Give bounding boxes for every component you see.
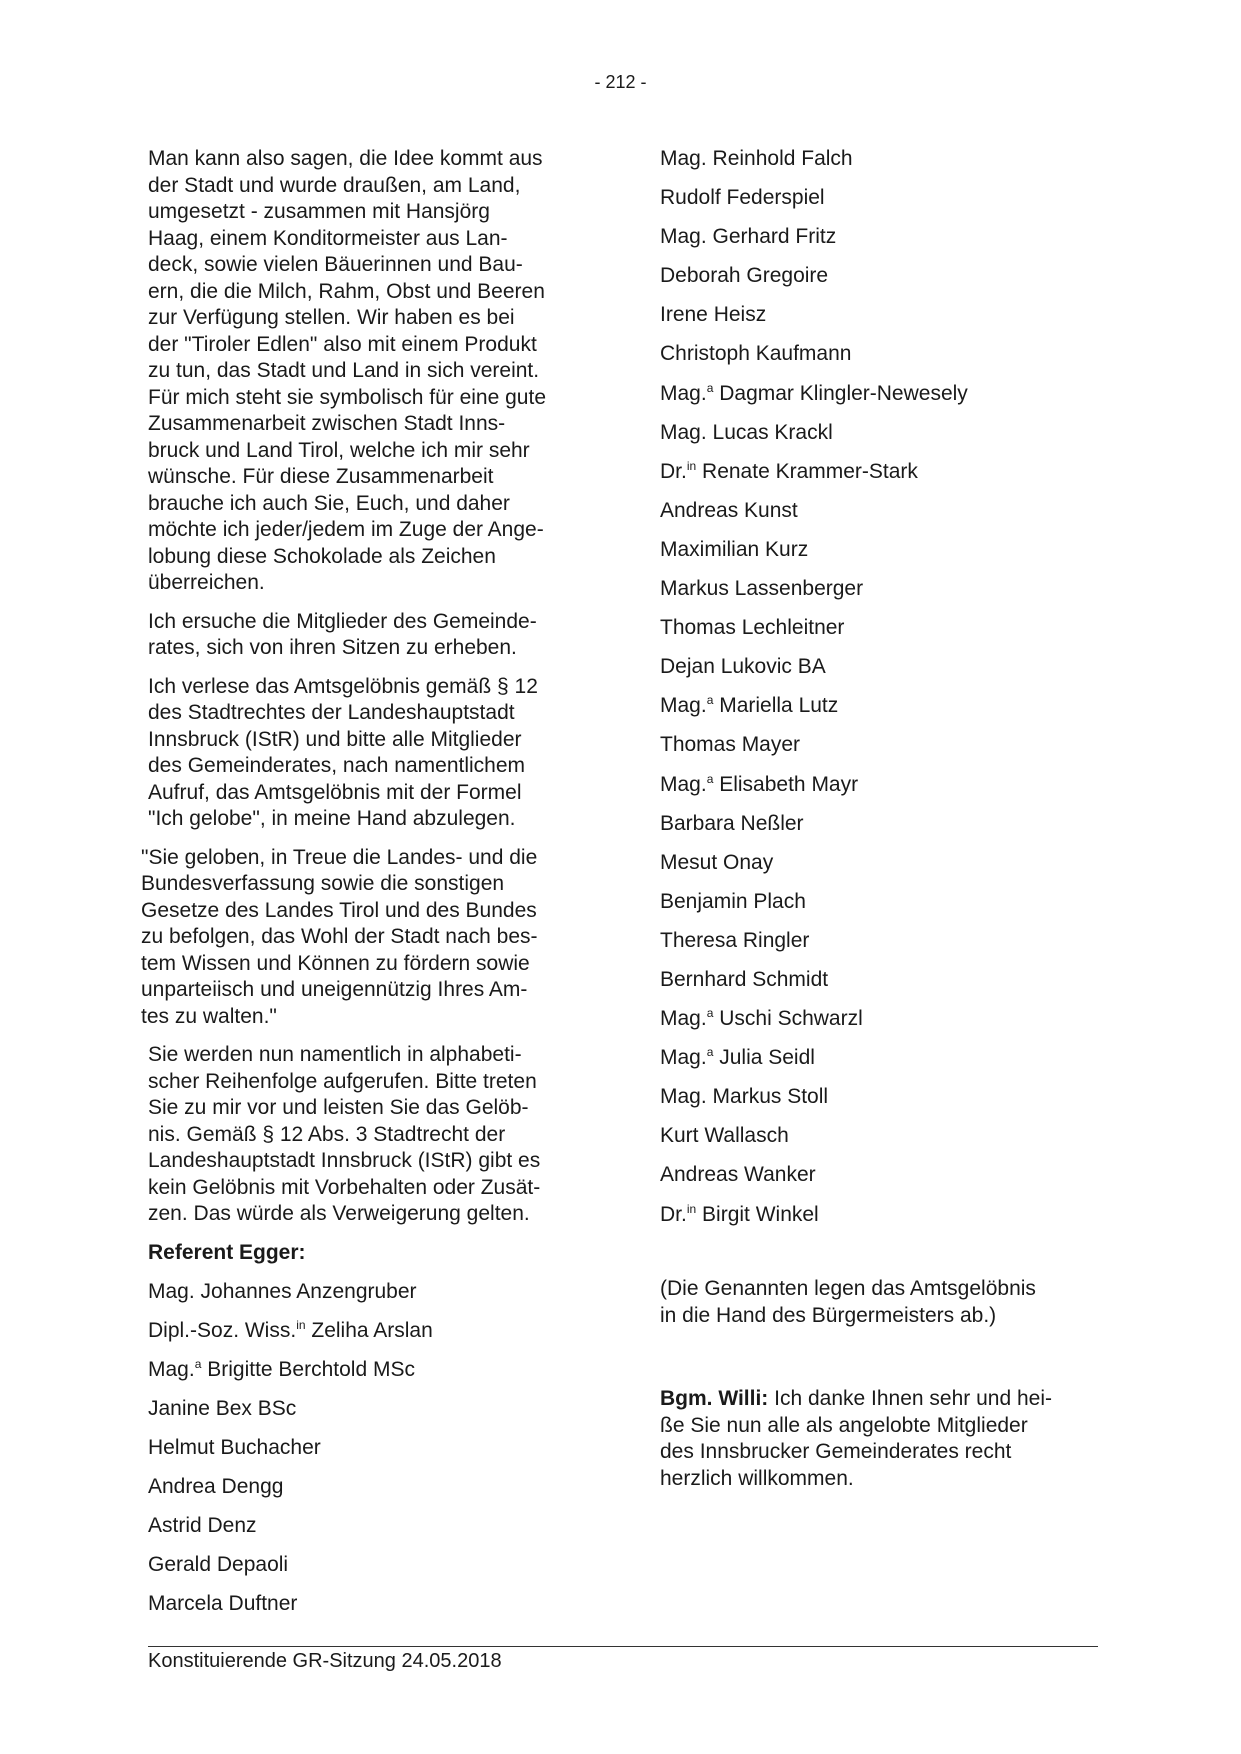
title-suffix: a: [706, 771, 714, 786]
member-name: [660, 1045, 1100, 1084]
person-name: Andrea Dengg: [148, 1474, 284, 1498]
member-name: [660, 732, 1100, 771]
paragraph-line: des Gemeinderates, nach namentlichem: [148, 754, 526, 777]
paragraph-line: scher Reihenfolge aufgerufen. Bitte treten: [148, 1069, 537, 1093]
member-name: [660, 576, 1100, 615]
speech-paragraphs: [141, 146, 594, 1228]
academic-title: Mag.: [660, 694, 707, 718]
closing-line: herzlich willkommen.: [660, 1466, 854, 1490]
member-list-left: [148, 1279, 594, 1630]
person-name: Dejan Lukovic BA: [660, 655, 826, 679]
paragraph-line: Innsbruck (IStR) und bitte alle Mitglieder: [148, 727, 522, 751]
paragraph-line: Bundesverfassung sowie die sonstigen: [141, 872, 505, 895]
academic-title: Mag.: [660, 381, 707, 405]
person-name: Mesut Onay: [660, 850, 774, 874]
academic-title: Mag.: [660, 420, 707, 444]
stage-direction-note: [660, 1276, 1100, 1329]
member-name: [660, 928, 1100, 967]
member-name: [148, 1552, 594, 1591]
member-name: [660, 537, 1100, 576]
paragraph-line: umgesetzt - zusammen mit Hansjörg: [148, 200, 490, 223]
right-column: [660, 146, 1100, 1241]
note-line: (Die Genannten legen das Amtsgelöbnis: [660, 1277, 1036, 1300]
paragraph-line: Sie zu mir vor und leisten Sie das Gelöb-: [148, 1096, 529, 1119]
note-line: in die Hand des Bürgermeisters ab.): [660, 1303, 997, 1327]
closing-line: ße Sie nun alle als angelobte Mitglieder: [660, 1413, 1028, 1437]
member-name: [660, 381, 1100, 420]
footer-text: Konstituierende GR-Sitzung 24.05.2018: [148, 1650, 502, 1672]
academic-title: Mag.: [660, 1085, 707, 1109]
paragraph-line: brauche ich auch Sie, Euch, und daher: [148, 491, 510, 515]
academic-title: Dipl.-Soz. Wiss.: [148, 1318, 297, 1342]
member-name: [148, 1435, 594, 1474]
person-name: Rudolf Federspiel: [660, 186, 825, 210]
member-name: [660, 1006, 1100, 1045]
member-name: [660, 654, 1100, 693]
paragraph-line: möchte ich jeder/jedem im Zuge der Ange-: [148, 518, 544, 541]
paragraph-line: zu befolgen, das Wohl der Stadt nach bes-: [141, 925, 538, 948]
paragraph-line: Zusammenarbeit zwischen Stadt Inns-: [148, 412, 506, 435]
title-suffix: a: [706, 1045, 714, 1060]
person-name: Marcela Duftner: [148, 1591, 298, 1615]
member-name: [660, 263, 1100, 302]
person-name: Julia Seidl: [719, 1046, 815, 1070]
academic-title: Mag.: [148, 1279, 195, 1303]
member-name: [660, 224, 1100, 263]
person-name: Lucas Krackl: [712, 420, 833, 444]
person-name: Christoph Kaufmann: [660, 342, 852, 366]
person-name: Thomas Lechleitner: [660, 616, 845, 640]
person-name: Benjamin Plach: [660, 889, 806, 913]
paragraph-line: der Stadt und wurde draußen, am Land,: [148, 173, 521, 197]
paragraph-line: Gesetze des Landes Tirol und des Bundes: [141, 898, 537, 922]
member-name: [148, 1279, 594, 1318]
member-name: [660, 1123, 1100, 1162]
person-name: Johannes Anzengruber: [200, 1279, 417, 1303]
paragraph-line: zen. Das würde als Verweigerung gelten.: [148, 1202, 530, 1225]
academic-title: Mag.: [148, 1357, 195, 1381]
title-suffix: a: [194, 1356, 202, 1371]
paragraph-line: "Sie geloben, in Treue die Landes- und die: [141, 845, 538, 869]
paragraph-line: ern, die die Milch, Rahm, Obst und Beeren: [148, 279, 545, 303]
member-name: [660, 341, 1100, 380]
paragraph-line: Ich ersuche die Mitglieder des Gemeinde-: [148, 609, 537, 633]
member-name: [660, 1084, 1100, 1123]
person-name: Dagmar Klingler-Newesely: [719, 381, 968, 405]
person-name: Renate Krammer-Stark: [702, 459, 918, 483]
person-name: Thomas Mayer: [660, 733, 801, 757]
member-name: [660, 459, 1100, 498]
title-suffix: a: [706, 1006, 714, 1021]
paragraph-line: Aufruf, das Amtsgelöbnis mit der Formel: [148, 780, 522, 804]
member-name: [148, 1318, 594, 1357]
member-name: [660, 420, 1100, 459]
person-name: Gerhard Fritz: [712, 225, 837, 249]
member-name: [660, 889, 1100, 928]
title-suffix: in: [296, 1317, 306, 1332]
paragraph: [148, 609, 594, 662]
person-name: Maximilian Kurz: [660, 537, 809, 561]
person-name: Barbara Neßler: [660, 811, 804, 835]
closing-line: Ich danke Ihnen sehr und hei-: [768, 1387, 1053, 1410]
paragraph: [148, 146, 594, 597]
paragraph-line: des Stadtrechtes der Landeshauptstadt: [148, 701, 515, 724]
member-name: [148, 1474, 594, 1513]
person-name: Janine Bex BSc: [148, 1396, 297, 1420]
paragraph-line: "Ich gelobe", in meine Hand abzulegen.: [148, 807, 516, 830]
page-number: - 212 -: [594, 72, 647, 92]
paragraph-line: Ich verlese das Amtsgelöbnis gemäß § 12: [148, 674, 538, 698]
paragraph-line: Landeshauptstadt Innsbruck (IStR) gibt es: [148, 1149, 541, 1172]
paragraph-line: Sie werden nun namentlich in alphabeti-: [148, 1043, 522, 1066]
member-name: [660, 693, 1100, 732]
person-name: Markus Lassenberger: [660, 577, 864, 601]
academic-title: Mag.: [660, 772, 707, 796]
paragraph-line: bruck und Land Tirol, welche ich mir sehr: [148, 438, 530, 462]
person-name: Irene Heisz: [660, 303, 767, 327]
academic-title: Mag.: [660, 1046, 707, 1070]
member-name: [660, 811, 1100, 850]
member-name: [660, 967, 1100, 1006]
closing-speaker: Bgm. Willi:: [660, 1387, 769, 1410]
member-name: [660, 615, 1100, 654]
person-name: Andreas Kunst: [660, 498, 798, 522]
person-name: Brigitte Berchtold MSc: [207, 1357, 415, 1381]
person-name: Theresa Ringler: [660, 928, 810, 952]
academic-title: Dr.: [660, 1202, 687, 1226]
member-list-right: [660, 146, 1100, 1241]
member-name: [660, 1162, 1100, 1201]
speaker-heading: Referent Egger:: [148, 1240, 306, 1264]
paragraph: [148, 674, 594, 833]
person-name: Elisabeth Mayr: [719, 772, 859, 796]
paragraph-line: Haag, einem Konditormeister aus Lan-: [148, 226, 508, 250]
member-name: [660, 302, 1100, 341]
title-suffix: in: [686, 458, 697, 473]
paragraph-line: lobung diese Schokolade als Zeichen: [148, 544, 496, 568]
person-name: Zeliha Arslan: [311, 1318, 433, 1342]
academic-title: Mag.: [660, 147, 707, 170]
academic-title: Mag.: [660, 1007, 707, 1031]
person-name: Bernhard Schmidt: [660, 967, 829, 991]
paragraph-line: wünsche. Für diese Zusammenarbeit: [148, 465, 494, 488]
academic-title: Dr.: [660, 459, 687, 483]
person-name: Astrid Denz: [148, 1513, 257, 1537]
member-name: [660, 498, 1100, 537]
paragraph-line: unparteiisch und uneigennützig Ihres Am-: [141, 978, 528, 1001]
paragraph-line: tes zu walten.": [141, 1004, 277, 1028]
paragraph: [141, 845, 594, 1031]
person-name: Gerald Depaoli: [148, 1552, 289, 1576]
person-name: Uschi Schwarzl: [719, 1007, 863, 1031]
closing-statement: [660, 1386, 1100, 1492]
member-name: [148, 1396, 594, 1435]
person-name: Birgit Winkel: [702, 1202, 819, 1226]
member-name: [148, 1513, 594, 1552]
member-name: [148, 1591, 594, 1630]
member-name: [660, 185, 1100, 224]
person-name: Andreas Wanker: [660, 1163, 816, 1187]
title-suffix: in: [686, 1201, 697, 1216]
academic-title: Mag.: [660, 225, 707, 249]
member-name: [148, 1357, 594, 1396]
closing-line: des Innsbrucker Gemeinderates recht: [660, 1440, 1012, 1463]
person-name: Reinhold Falch: [712, 147, 853, 170]
paragraph-line: überreichen.: [148, 571, 265, 594]
paragraph-line: nis. Gemäß § 12 Abs. 3 Stadtrecht der: [148, 1122, 506, 1146]
paragraph-line: zu tun, das Stadt und Land in sich vereint.: [148, 359, 540, 382]
paragraph: [148, 1042, 594, 1228]
member-name: [660, 1202, 1100, 1241]
paragraph-line: der "Tiroler Edlen" also mit einem Produkt: [148, 332, 537, 356]
footer-divider: [148, 1646, 1098, 1647]
paragraph-line: deck, sowie vielen Bäuerinnen und Bau-: [148, 253, 523, 276]
person-name: Mariella Lutz: [719, 694, 839, 718]
person-name: Deborah Gregoire: [660, 264, 829, 288]
paragraph-line: zur Verfügung stellen. Wir haben es bei: [148, 306, 515, 329]
person-name: Helmut Buchacher: [148, 1435, 321, 1459]
person-name: Kurt Wallasch: [660, 1124, 789, 1148]
paragraph-line: Für mich steht sie symbolisch für eine gute: [148, 385, 546, 409]
paragraph-line: Man kann also sagen, die Idee kommt aus: [148, 147, 543, 170]
member-name: [660, 850, 1100, 889]
member-name: [660, 772, 1100, 811]
paragraph-line: rates, sich von ihren Sitzen zu erheben.: [148, 636, 517, 659]
paragraph-line: kein Gelöbnis mit Vorbehalten oder Zusät-: [148, 1175, 541, 1199]
title-suffix: a: [706, 380, 714, 395]
left-column: [141, 146, 594, 1630]
member-name: [660, 146, 1100, 185]
person-name: Markus Stoll: [712, 1085, 829, 1109]
paragraph-line: tem Wissen und Können zu fördern sowie: [141, 951, 530, 975]
title-suffix: a: [706, 693, 714, 708]
